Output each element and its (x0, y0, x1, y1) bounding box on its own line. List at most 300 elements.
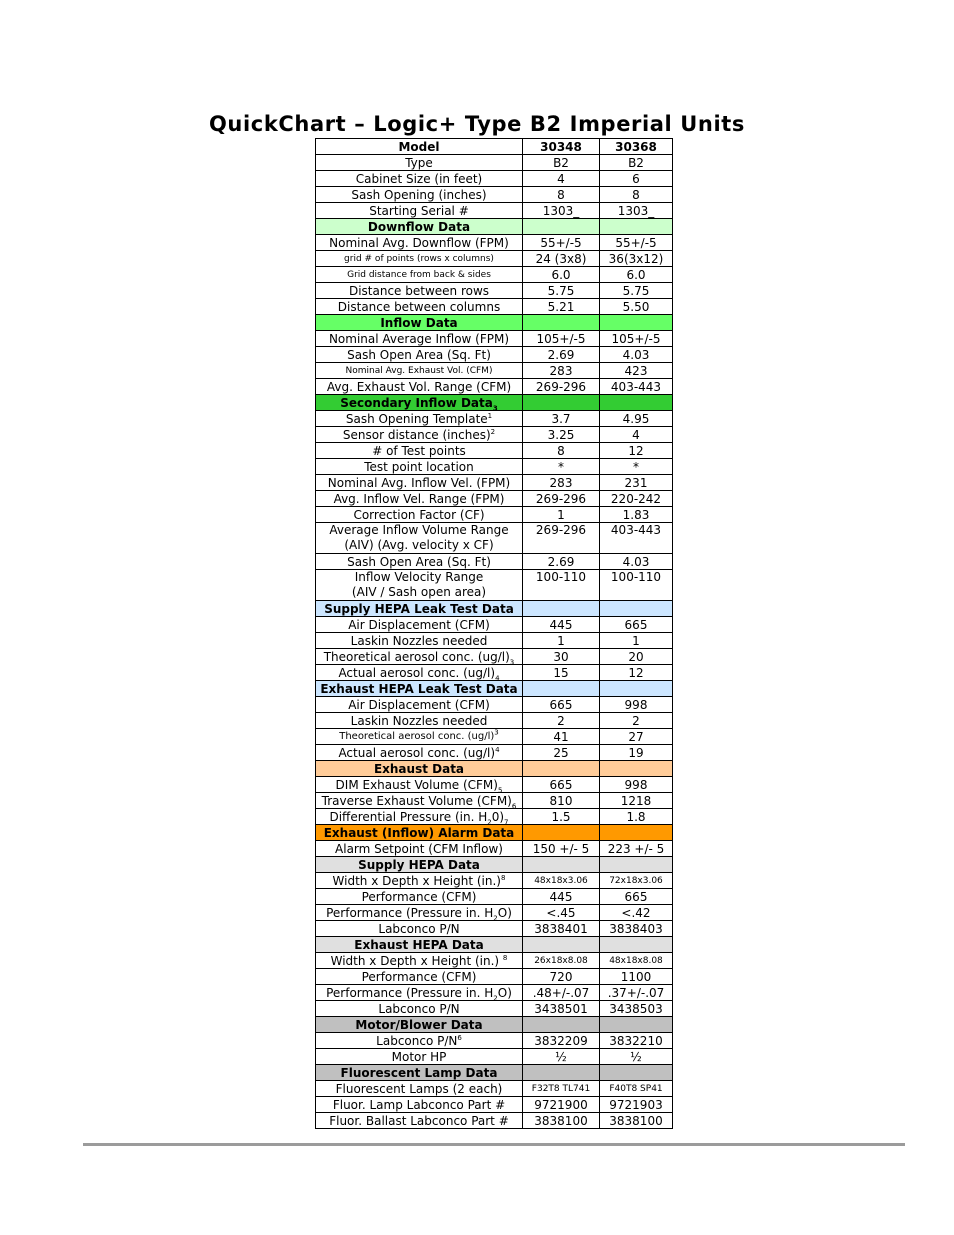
section-title (316, 825, 523, 841)
row-label-text: Nominal Average Inflow (FPM) (328, 331, 510, 346)
section-title (316, 937, 523, 953)
value-model-1: * (523, 459, 600, 475)
section-blank-cell (600, 761, 673, 777)
row-label-text: Sensor distance (inches) (342, 427, 491, 442)
row-label (316, 889, 523, 905)
row-label-text: Performance (Pressure in. H (326, 905, 494, 920)
footnote-marker: 4 (495, 745, 500, 754)
row-label-text: Width x Depth x Height (in.) (330, 953, 503, 968)
section-blank-cell (600, 857, 673, 873)
table-row (316, 617, 673, 633)
value-model-1: 1 (523, 507, 600, 523)
row-label (316, 873, 523, 889)
row-label-text: Sash Opening Template (345, 411, 488, 426)
value-model-2: 12 (600, 443, 673, 459)
section-blank-cell (523, 761, 600, 777)
section-row (316, 761, 673, 777)
section-blank-cell (600, 315, 673, 331)
section-title-text: Exhaust HEPA Leak Test Data (320, 681, 518, 696)
value-model-1: 4 (523, 171, 600, 187)
quickchart-body (316, 139, 673, 1129)
section-blank-cell (523, 315, 600, 331)
row-label-text: Distance between rows (348, 283, 490, 298)
row-label (316, 953, 523, 969)
table-row (316, 299, 673, 315)
row-label-text: Alarm Setpoint (CFM Inflow) (335, 841, 503, 856)
table-row (316, 1049, 673, 1065)
row-label (316, 554, 523, 570)
section-row (316, 315, 673, 331)
value-model-2: 105+/-5 (600, 331, 673, 347)
section-blank-cell (523, 395, 600, 411)
value-model-2: 3832210 (600, 1033, 673, 1049)
value-model-1: 6.0 (523, 267, 600, 283)
table-row (316, 475, 673, 491)
value-model-1: .48+/-.07 (523, 985, 600, 1001)
row-label-text: Sash Open Area (Sq. Ft) (347, 347, 491, 362)
table-row (316, 969, 673, 985)
section-blank-cell (600, 395, 673, 411)
section-row (316, 1065, 673, 1081)
table-row (316, 507, 673, 523)
value-model-1: 8 (523, 443, 600, 459)
value-model-1: 41 (523, 729, 600, 745)
value-model-1: 810 (523, 793, 600, 809)
table-row (316, 873, 673, 889)
footnote-marker: 2 (490, 427, 496, 436)
value-model-2: 998 (600, 697, 673, 713)
value-model-1: 2.69 (523, 347, 600, 363)
row-label-tail: O) (497, 905, 512, 920)
row-label (316, 299, 523, 315)
table-row (316, 443, 673, 459)
section-title (316, 395, 523, 411)
table-row (316, 235, 673, 251)
section-title (316, 315, 523, 331)
row-label-text: Theoretical aerosol conc. (ug/l) (339, 730, 495, 742)
section-title-text: Fluorescent Lamp Data (340, 1065, 498, 1080)
footnote-marker: 3 (492, 403, 498, 411)
section-title-text: Exhaust Data (373, 761, 465, 776)
table-row (316, 554, 673, 570)
table-row (316, 570, 673, 601)
table-row (316, 905, 673, 921)
subscript: 3 (509, 657, 515, 665)
row-label-text: Theoretical aerosol conc. (ug/l) (323, 649, 510, 664)
row-label (316, 427, 523, 443)
value-model-1: 1.5 (523, 809, 600, 825)
subscript: 6 (511, 801, 517, 809)
section-blank-cell (600, 601, 673, 617)
value-model-2: 5.50 (600, 299, 673, 315)
value-model-2: 4.03 (600, 347, 673, 363)
table-row (316, 777, 673, 793)
section-row (316, 219, 673, 235)
table-row (316, 921, 673, 937)
row-label-text: Nominal Avg. Inflow Vel. (FPM) (327, 475, 511, 490)
value-model-1: 2 (523, 713, 600, 729)
value-model-2: 231 (600, 475, 673, 491)
value-model-1: 3838100 (523, 1113, 600, 1129)
row-label-text: Nominal Avg. Exhaust Vol. (CFM) (345, 365, 493, 376)
table-row (316, 665, 673, 681)
value-model-2: 403-443 (600, 379, 673, 395)
value-model-2: <.42 (600, 905, 673, 921)
section-title-text: Exhaust (Inflow) Alarm Data (323, 825, 515, 840)
table-row (316, 713, 673, 729)
row-label-text: Fluor. Lamp Labconco Part # (332, 1097, 506, 1112)
value-model-2: 2 (600, 713, 673, 729)
value-model-1: 3438501 (523, 1001, 600, 1017)
section-blank-cell (600, 1065, 673, 1081)
table-row (316, 1113, 673, 1129)
table-row (316, 347, 673, 363)
value-model-1: 55+/-5 (523, 235, 600, 251)
row-label (316, 411, 523, 427)
section-row (316, 681, 673, 697)
value-model-2: 4 (600, 427, 673, 443)
row-label (316, 507, 523, 523)
value-model-2: 1.8 (600, 809, 673, 825)
value-model-1: 283 (523, 363, 600, 379)
value-model-2: 20 (600, 649, 673, 665)
row-label-text: Actual aerosol conc. (ug/l) (338, 665, 496, 680)
row-label (316, 171, 523, 187)
row-label (316, 1001, 523, 1017)
table-row (316, 793, 673, 809)
table-row (316, 203, 673, 219)
row-label (316, 203, 523, 219)
value-model-2: 403-443 (600, 523, 673, 554)
row-label-text: Sash Open Area (Sq. Ft) (347, 554, 491, 569)
row-label-line2: (AIV / Sash open area) (351, 585, 487, 599)
row-label-text: Traverse Exhaust Volume (CFM) (321, 793, 512, 808)
value-model-2: 27 (600, 729, 673, 745)
table-row (316, 427, 673, 443)
row-label (316, 187, 523, 203)
section-row (316, 937, 673, 953)
section-row (316, 1017, 673, 1033)
value-model-2: 6 (600, 171, 673, 187)
table-row (316, 283, 673, 299)
section-title (316, 1017, 523, 1033)
section-blank-cell (523, 1065, 600, 1081)
value-model-2: 223 +/- 5 (600, 841, 673, 857)
value-model-2: 3438503 (600, 1001, 673, 1017)
section-title (316, 857, 523, 873)
footnote-marker: 6 (457, 1033, 462, 1042)
section-title (316, 761, 523, 777)
value-model-1: ½ (523, 1049, 600, 1065)
row-label (316, 1081, 523, 1097)
table-row (316, 155, 673, 171)
value-model-1: 3832209 (523, 1033, 600, 1049)
row-label-text: Labconco P/N (376, 1033, 458, 1048)
value-model-1: B2 (523, 155, 600, 171)
row-label-text: Performance (Pressure in. H (326, 985, 494, 1000)
value-model-1: 5.75 (523, 283, 600, 299)
table-row (316, 171, 673, 187)
table-row (316, 745, 673, 761)
footnote-marker: 1 (487, 411, 493, 420)
value-model-2: F40T8 SP41 (600, 1081, 673, 1097)
value-model-2: 55+/-5 (600, 235, 673, 251)
value-model-1: 283 (523, 475, 600, 491)
table-row (316, 251, 673, 267)
row-label (316, 985, 523, 1001)
row-label (316, 841, 523, 857)
row-label-tail: O) (497, 985, 512, 1000)
row-label-line2: (AIV) (Avg. velocity x CF) (344, 538, 494, 552)
section-blank-cell (523, 857, 600, 873)
row-label (316, 459, 523, 475)
row-label (316, 633, 523, 649)
row-label (316, 363, 523, 379)
row-label-text: DIM Exhaust Volume (CFM) (335, 777, 498, 792)
section-blank-cell (523, 825, 600, 841)
value-model-1: 150 +/- 5 (523, 841, 600, 857)
row-label (316, 1033, 523, 1049)
value-model-1: 445 (523, 617, 600, 633)
value-model-1: 9721900 (523, 1097, 600, 1113)
row-label (316, 649, 523, 665)
table-row (316, 331, 673, 347)
row-label-text: Fluorescent Lamps (2 each) (335, 1081, 503, 1096)
value-model-1: 24 (3x8) (523, 251, 600, 267)
header-model-2: 30368 (600, 139, 673, 155)
table-row (316, 1081, 673, 1097)
section-blank-cell (523, 681, 600, 697)
table-row (316, 187, 673, 203)
value-model-2: ½ (600, 1049, 673, 1065)
row-label-text: Cabinet Size (in feet) (355, 171, 483, 186)
row-label-text: Labconco P/N (378, 1001, 460, 1016)
value-model-1: 48x18x3.06 (523, 873, 600, 889)
page-title: QuickChart – Logic+ Type B2 Imperial Units (208, 112, 746, 136)
row-label (316, 267, 523, 283)
section-row (316, 825, 673, 841)
section-blank-cell (523, 601, 600, 617)
row-label-text: # of Test points (372, 443, 466, 458)
value-model-1: 269-296 (523, 523, 600, 554)
row-label-text: Laskin Nozzles needed (350, 713, 488, 728)
value-model-1: 105+/-5 (523, 331, 600, 347)
row-label-text: Grid distance from back & sides (347, 269, 491, 280)
row-label (316, 475, 523, 491)
section-title (316, 601, 523, 617)
subscript: 5 (497, 785, 503, 793)
row-label (316, 347, 523, 363)
value-model-2: 665 (600, 889, 673, 905)
value-model-1: F32T8 TL741 (523, 1081, 600, 1097)
value-model-1: 665 (523, 697, 600, 713)
section-title (316, 681, 523, 697)
row-label (316, 283, 523, 299)
table-row (316, 267, 673, 283)
section-title (316, 219, 523, 235)
section-row (316, 857, 673, 873)
value-model-1: 8 (523, 187, 600, 203)
table-row (316, 649, 673, 665)
row-label-text: Average Inflow Volume Range (329, 523, 509, 537)
row-label-text: Avg. Inflow Vel. Range (FPM) (333, 491, 505, 506)
footer-divider (83, 1143, 905, 1146)
section-blank-cell (523, 1017, 600, 1033)
table-row (316, 1097, 673, 1113)
row-label-text: Avg. Exhaust Vol. Range (CFM) (326, 379, 512, 394)
row-label-text: Sash Opening (inches) (351, 187, 487, 202)
row-label-text: Actual aerosol conc. (ug/l) (338, 745, 496, 760)
value-model-2: 4.03 (600, 554, 673, 570)
section-blank-cell (600, 1017, 673, 1033)
row-label-text: Motor HP (391, 1049, 447, 1064)
row-label (316, 793, 523, 809)
value-model-1: 3.7 (523, 411, 600, 427)
value-model-1: 3.25 (523, 427, 600, 443)
value-model-2: 423 (600, 363, 673, 379)
section-title-text: Supply HEPA Leak Test Data (324, 601, 514, 616)
row-label-text: Differential Pressure (in. H (329, 809, 488, 824)
value-model-1: 720 (523, 969, 600, 985)
value-model-2: 3838403 (600, 921, 673, 937)
row-label (316, 905, 523, 921)
value-model-1: 269-296 (523, 379, 600, 395)
section-blank-cell (523, 219, 600, 235)
table-row (316, 809, 673, 825)
value-model-2: 1100 (600, 969, 673, 985)
row-label-text: Performance (CFM) (361, 969, 477, 984)
value-model-2: 1.83 (600, 507, 673, 523)
row-label (316, 443, 523, 459)
table-row (316, 1001, 673, 1017)
section-title-text: Motor/Blower Data (355, 1017, 483, 1032)
value-model-2: 1218 (600, 793, 673, 809)
value-model-1: 269-296 (523, 491, 600, 507)
value-model-1: 25 (523, 745, 600, 761)
value-model-1: 3838401 (523, 921, 600, 937)
value-model-2: 3838100 (600, 1113, 673, 1129)
section-blank-cell (523, 937, 600, 953)
row-label-tail: 0) (491, 809, 505, 824)
row-label (316, 713, 523, 729)
row-label-text: Laskin Nozzles needed (350, 633, 488, 648)
row-label (316, 155, 523, 171)
quickchart-table (315, 138, 673, 1129)
row-label (316, 777, 523, 793)
section-blank-cell (600, 937, 673, 953)
value-model-1: 30 (523, 649, 600, 665)
section-blank-cell (600, 681, 673, 697)
row-label (316, 379, 523, 395)
value-model-1: <.45 (523, 905, 600, 921)
row-label (316, 729, 523, 745)
footnote-marker: 3 (494, 728, 499, 737)
table-row (316, 411, 673, 427)
value-model-2: 19 (600, 745, 673, 761)
value-model-2: B2 (600, 155, 673, 171)
table-row (316, 841, 673, 857)
table-header-row (316, 139, 673, 155)
value-model-2: 100-110 (600, 570, 673, 601)
section-title-text: Inflow Data (380, 315, 458, 330)
table-row (316, 459, 673, 475)
row-label (316, 921, 523, 937)
footnote-marker: 7 (504, 817, 509, 825)
table-row (316, 1033, 673, 1049)
header-label: Model (316, 139, 523, 155)
row-label (316, 251, 523, 267)
value-model-1: 15 (523, 665, 600, 681)
row-label-text: Width x Depth x Height (in.) (332, 873, 501, 888)
row-label-text: Starting Serial # (369, 203, 469, 218)
value-model-1: 100-110 (523, 570, 600, 601)
row-label-text: Labconco P/N (378, 921, 460, 936)
value-model-2: 1303_ (600, 203, 673, 219)
row-label (316, 570, 523, 601)
row-label (316, 745, 523, 761)
value-model-2: 9721903 (600, 1097, 673, 1113)
value-model-2: 36(3x12) (600, 251, 673, 267)
row-label (316, 331, 523, 347)
value-model-1: 445 (523, 889, 600, 905)
subscript: 2 (487, 817, 492, 825)
section-blank-cell (600, 219, 673, 235)
section-blank-cell (600, 825, 673, 841)
section-row (316, 601, 673, 617)
section-title-text: Supply HEPA Data (358, 857, 480, 872)
value-model-2: 998 (600, 777, 673, 793)
value-model-1: 1303_ (523, 203, 600, 219)
table-row (316, 491, 673, 507)
row-label (316, 1113, 523, 1129)
table-row (316, 633, 673, 649)
section-title-text: Secondary Inflow Data (340, 395, 493, 410)
value-model-2: .37+/-.07 (600, 985, 673, 1001)
value-model-1: 665 (523, 777, 600, 793)
subscript: 4 (495, 673, 500, 681)
row-label (316, 665, 523, 681)
row-label-text: grid # of points (rows x columns) (344, 253, 494, 264)
row-label-text: Type (405, 155, 433, 170)
row-label-text: Inflow Velocity Range (354, 570, 484, 584)
row-label (316, 1097, 523, 1113)
value-model-1: 5.21 (523, 299, 600, 315)
table-row (316, 697, 673, 713)
row-label (316, 969, 523, 985)
subscript: 2 (493, 913, 498, 921)
footnote-marker: 8 (501, 873, 506, 882)
row-label (316, 523, 523, 554)
row-label-text: Air Displacement (CFM) (348, 617, 490, 632)
value-model-2: 6.0 (600, 267, 673, 283)
value-model-2: 12 (600, 665, 673, 681)
value-model-2: 5.75 (600, 283, 673, 299)
value-model-2: 8 (600, 187, 673, 203)
table-row (316, 363, 673, 379)
table-row (316, 379, 673, 395)
row-label (316, 235, 523, 251)
value-model-1: 26x18x8.08 (523, 953, 600, 969)
row-label (316, 697, 523, 713)
row-label-text: Correction Factor (CF) (353, 507, 485, 522)
row-label-text: Fluor. Ballast Labconco Part # (329, 1113, 509, 1128)
value-model-2: 1 (600, 633, 673, 649)
value-model-2: 4.95 (600, 411, 673, 427)
value-model-1: 2.69 (523, 554, 600, 570)
table-row (316, 953, 673, 969)
row-label (316, 491, 523, 507)
table-row (316, 729, 673, 745)
